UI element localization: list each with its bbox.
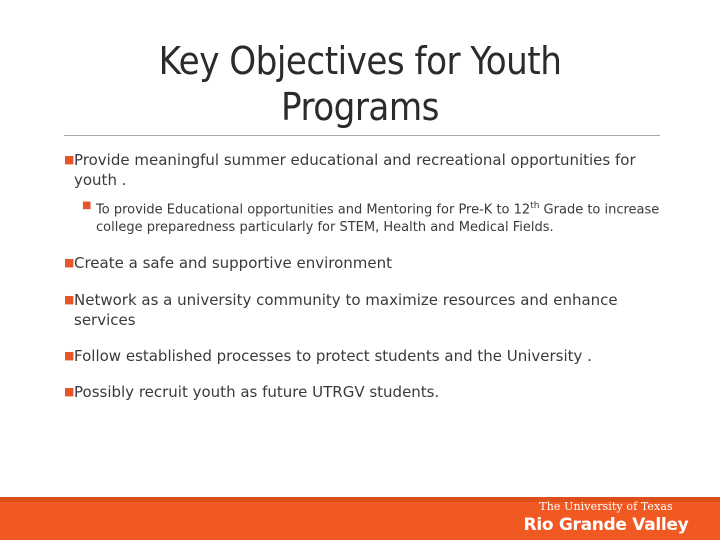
bullet-item bbox=[64, 290, 664, 330]
logo-line1: The University of Texas bbox=[539, 500, 673, 513]
bullet-marker-icon: ■ bbox=[64, 153, 75, 166]
bullet-text: Create a safe and supportive environment bbox=[74, 254, 393, 273]
bullet-text: Possibly recruit youth as future UTRGV students. bbox=[74, 383, 440, 402]
bullet-text: Follow established processes to protect students and the University . bbox=[74, 347, 592, 366]
logo-line2: Rio Grande Valley bbox=[523, 515, 689, 535]
slide-title-line2: Programs bbox=[281, 85, 439, 129]
bullet-marker-icon: ■ bbox=[64, 349, 75, 363]
university-logo bbox=[520, 500, 692, 540]
bullet-marker-icon: ■ bbox=[64, 293, 75, 307]
bullet-marker-icon: ■ bbox=[64, 385, 75, 399]
title-divider bbox=[64, 135, 660, 136]
bullet-marker-icon: ■ bbox=[64, 256, 75, 270]
sub-bullet-superscript: th bbox=[530, 201, 540, 211]
slide-title bbox=[0, 38, 720, 130]
bullet-item bbox=[64, 382, 664, 402]
bullet-list bbox=[64, 150, 664, 402]
slide-title-line1: Key Objectives for Youth bbox=[158, 39, 562, 83]
sub-bullet-item bbox=[82, 197, 664, 237]
bullet-item bbox=[64, 346, 664, 366]
bullet-text: Provide meaningful summer educational and recreational opportunities for youth . bbox=[74, 151, 636, 189]
bullet-item bbox=[64, 150, 664, 190]
bullet-marker-icon: ■ bbox=[82, 200, 92, 211]
sub-bullet-text-before: To provide Educational opportunities and Mentoring for Pre-K to 12 bbox=[96, 202, 531, 218]
bullet-item bbox=[64, 253, 664, 273]
bullet-text: Network as a university community to maximize resources and enhance services bbox=[74, 291, 618, 330]
sub-bullet-text-after: Grade to increase college preparedness particularly for STEM, Health and Medical Fields. bbox=[96, 202, 660, 236]
